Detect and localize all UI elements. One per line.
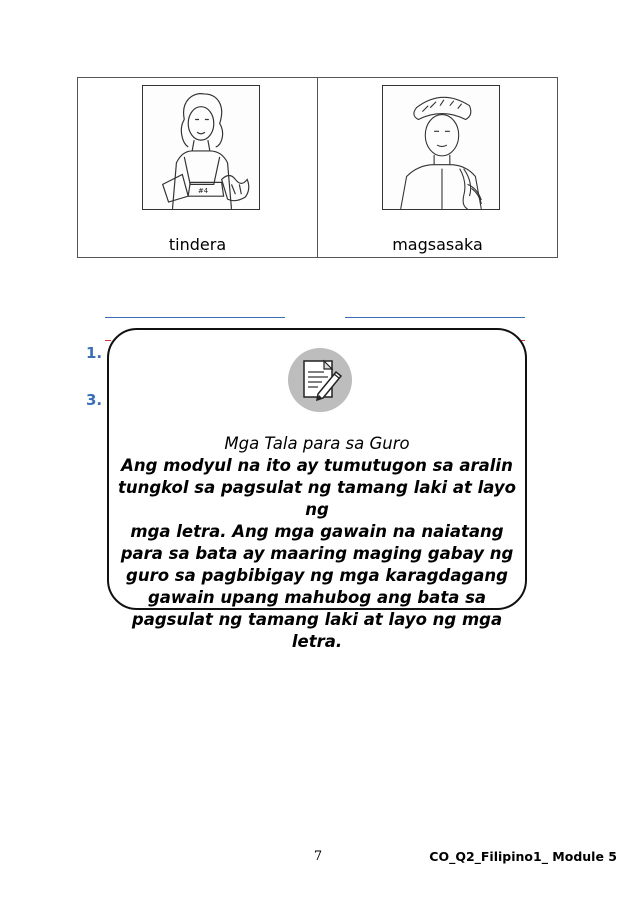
table-cell-tindera <box>78 78 317 257</box>
writing-line <box>345 317 525 318</box>
note-line: pagsulat ng tamang laki at layo ng mga letra. <box>131 610 503 651</box>
note-body <box>115 455 519 653</box>
table-cell-magsasaka <box>317 78 557 257</box>
teacher-note-text <box>115 433 519 653</box>
teacher-note-box <box>107 328 527 651</box>
writing-line <box>105 317 285 318</box>
note-title: Mga Tala para sa Guro <box>224 434 410 453</box>
tindera-illustration <box>142 85 260 210</box>
list-number-1: 1. <box>86 344 103 362</box>
note-line: mga letra. Ang mga gawain na naiatang <box>130 522 504 541</box>
magsasaka-illustration <box>382 85 500 210</box>
note-line: guro sa pagbibigay ng mga karagdagang <box>126 566 508 585</box>
note-line: tungkol sa pagsulat ng tamang laki at layo ng <box>117 478 516 519</box>
writing-line-red <box>105 340 111 341</box>
module-code: CO_Q2_Filipino1_ Module 5 <box>429 849 617 864</box>
cell-label-tindera: tindera <box>168 235 227 254</box>
note-line: para sa bata ay maaring maging gabay ng <box>120 544 514 563</box>
cell-label-magsasaka: magsasaka <box>392 235 483 254</box>
page-number: 7 <box>313 849 323 864</box>
occupation-table <box>77 77 558 258</box>
note-line: Ang modyul na ito ay tumutugon sa aralin <box>121 456 513 475</box>
note-line: gawain upang mahubog ang bata sa <box>147 588 487 607</box>
list-number-3: 3. <box>86 391 103 409</box>
notepad-pencil-icon <box>288 348 352 412</box>
svg-text:#4: #4 <box>198 187 209 196</box>
